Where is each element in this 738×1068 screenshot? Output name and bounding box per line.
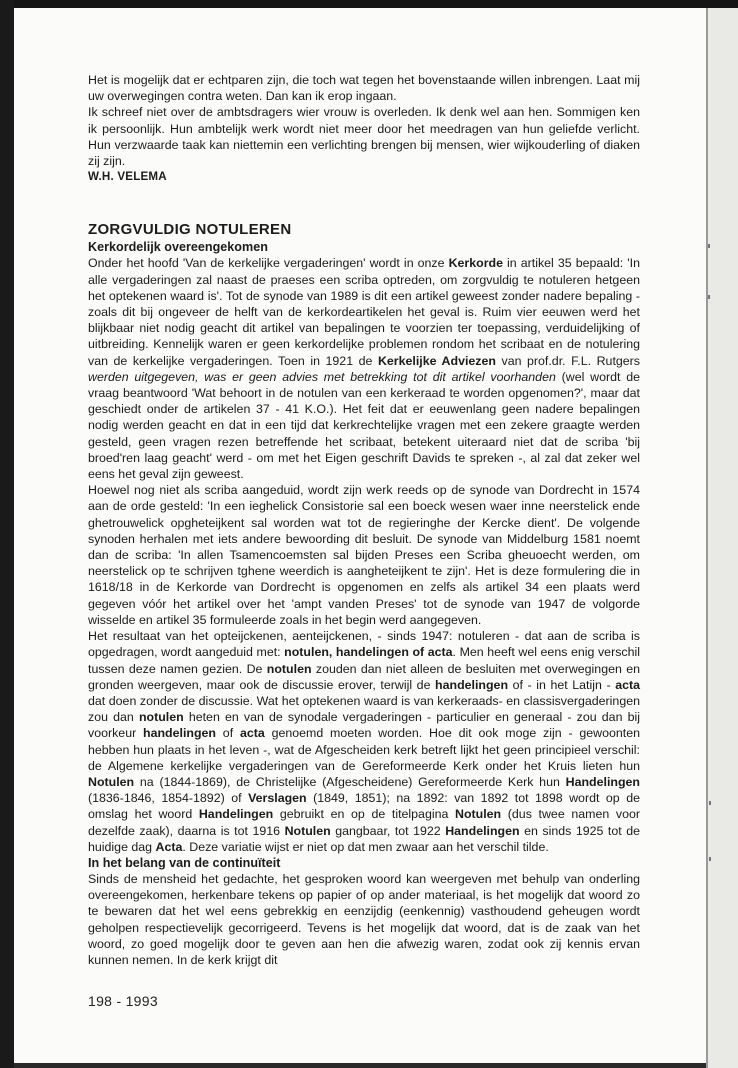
section-heading: In het belang van de continuïteit: [88, 855, 281, 870]
article-title: ZORGVULDIG NOTULEREN: [88, 221, 292, 239]
margin-mark: [708, 295, 710, 299]
scan-left-border: [0, 0, 14, 1068]
page-content: [88, 72, 640, 968]
article-paragraph: Onder het hoofd 'Van de kerkelijke vergaderingen' wordt in onze Kerkorde in artikel 35 bepaald: 'In alle vergaderingen zal naast de praeses een scriba optreden, om zorgvuldig te notuleren hetgeen het optekenen waard is'. Tot de synode van 1989 is dit een artikel geweest zonder nadere bepaling - zoals dit bij ongeveer de helft van de kerkordeartikelen het geval is. Ruim vier eeuwen werd het blijkbaar niet nodig geacht dit artikel van bepalingen te voorzien ter toepassing, verduidelijking of uitbreiding. Kennelijk waren er geen kerkordelijke problemen rondom het scribaat en de notulering van de kerkelijke vergaderingen. Toen in 1921 de Kerkelijke Adviezen van prof.dr. F.L. Rutgers werden uitgegeven, was er geen advies met betrekking tot dit artikel voorhanden (wel wordt de vraag beantwoord 'Wat behoort in de notulen van een kerkeraad te worden opgenomen?', maar dat geschiedt onder de artikelen 37 - 41 K.O.). Het feit dat er eeuwenlang geen nadere bepalingen nodig werden geacht en dat in een tijd dat kerkrechtelijke vragen met een zekere graagte werden gesteld, geen vragen rezen betreffende het scribaat, betekent uiteraard niet dat de scriba 'bij broed'ren laag geacht' werd - om met het Eigen geschrift Davids te spreken -, al zal dat zeker wel eens het geval zijn geweest.: [88, 256, 640, 482]
page-right-edge: [706, 8, 738, 1068]
page-number: 198 - 1993: [88, 993, 158, 1009]
page-fold-line: [706, 8, 708, 1068]
article-paragraph: Sinds de mensheid het gedachte, het gesproken woord kan weergeven met behulp van onderling overeengekomen, herkenbare tekens op papier of op ander materiaal, is het mogelijk dat woord zo te bewaren dat het wel eens gebrekkig en eenzijdig (eenkennig) vasthoudend geheugen wordt geholpen respectievelijk gecorrigeerd. Tevens is het mogelijk dat woord, dat is de zaak van het woord, zo goed mogelijk door te geven aan hen die afwezig waren, zodat ook zij kennis ervan kunnen nemen. In de kerk krijgt dit: [88, 871, 640, 967]
emphasis-term: Kerkelijke Adviezen: [377, 353, 496, 368]
section-heading: Kerkordelijk overeengekomen: [88, 240, 268, 255]
italic-phrase: werden uitgegeven, was er geen advies met betrekking tot dit artikel voorhanden: [88, 369, 556, 384]
author-signature: W.H. VELEMA: [88, 170, 167, 184]
margin-mark: [709, 801, 711, 805]
margin-mark: [709, 857, 711, 861]
intro-paragraph: Ik schreef niet over de ambtsdragers wier vrouw is overleden. Ik denk wel aan hen. Sommigen ken ik persoonlijk. Hun ambtelijk werk wordt niet meer door het meedragen van hun geliefde verlicht. Hun verzwaarde taak kan niettemin een verlichting brengen bij mensen, wier wijkouderling of diaken zij zijn.: [88, 105, 640, 169]
intro-paragraph: Het is mogelijk dat er echtparen zijn, die toch wat tegen het bovenstaande willen inbrengen. Laat mij uw overwegingen contra weten. Dan kan ik erop ingaan.: [88, 73, 640, 104]
scan-top-border: [0, 0, 738, 8]
article-paragraph: Hoewel nog niet als scriba aangeduid, wordt zijn werk reeds op de synode van Dordrecht in 1574 aan de orde gesteld: 'In een ieghelick Consistorie sal een boeck wesen waer inne neerstelick ende ghetrouwelick opgheteijkent sal worden wat tot de regieringhe der Kercke dient'. De volgende synoden herhalen met iets andere bewoording dit besluit. De synode van Middelburg 1581 noemt dan de scriba: 'In allen Tsamencoemsten sal bijden Preses een Scriba gheuoecht werden, om neerstelick op te schrijven tghene weerdich is aangheteijkent te zijn'. Het is deze formulering die in 1618/18 in de Kerkorde van Dordrecht is opgenomen en zelfs als artikel 34 een plaats werd gegeven vóór het artikel over het 'ampt vanden Preses' tot de synode van 1947 de volgorde wisselde en artikel 35 formuleerde zoals in het begin werd aangegeven.: [88, 483, 640, 627]
emphasis-term: Kerkorde: [448, 256, 503, 271]
margin-mark: [708, 244, 710, 248]
article-paragraph: Het resultaat van het opteijckenen, aenteijckenen, - sinds 1947: notuleren - dat aan de scriba is opgedragen, wordt aangeduid met: notulen, handelingen of acta. Men heeft wel eens enig verschil tussen deze namen gezien. De notulen zouden dan niet alleen de besluiten met overwegingen en gronden weergeven, maar ook de discussie erover, terwijl de handelingen of - in het Latijn - acta dat doen zonder de discussie. Wat het optekenen waard is van kerkeraads- en classisvergaderingen zou dan notulen heten en van de synodale vergaderingen - particulier en generaal - zou dan bij voorkeur handelingen of acta genoemd moeten worden. Hoe dit ook moge zijn - gewoonten hebben hun plaats in het leven -, wat de Afgescheiden kerk betreft lijkt het geen principieel verschil: de Algemene kerkelijke vergaderingen van de Gereformeerde Kerk onder het Kruis lieten hun Notulen na (1844-1869), de Christelijke (Afgescheidene) Gereformeerde Kerk hun Handelingen (1836-1846, 1854-1892) of Verslagen (1849, 1851); na 1892: van 1892 tot 1898 wordt op de omslag het woord Handelingen gebruikt en op de titelpagina Notulen (dus twee namen voor dezelfde zaak), daarna is tot 1916 Notulen gangbaar, tot 1922 Handelingen en sinds 1925 tot de huidige dag Acta. Deze variatie wijst er niet op dat men zwaar aan het verschil tilde.: [88, 629, 641, 854]
